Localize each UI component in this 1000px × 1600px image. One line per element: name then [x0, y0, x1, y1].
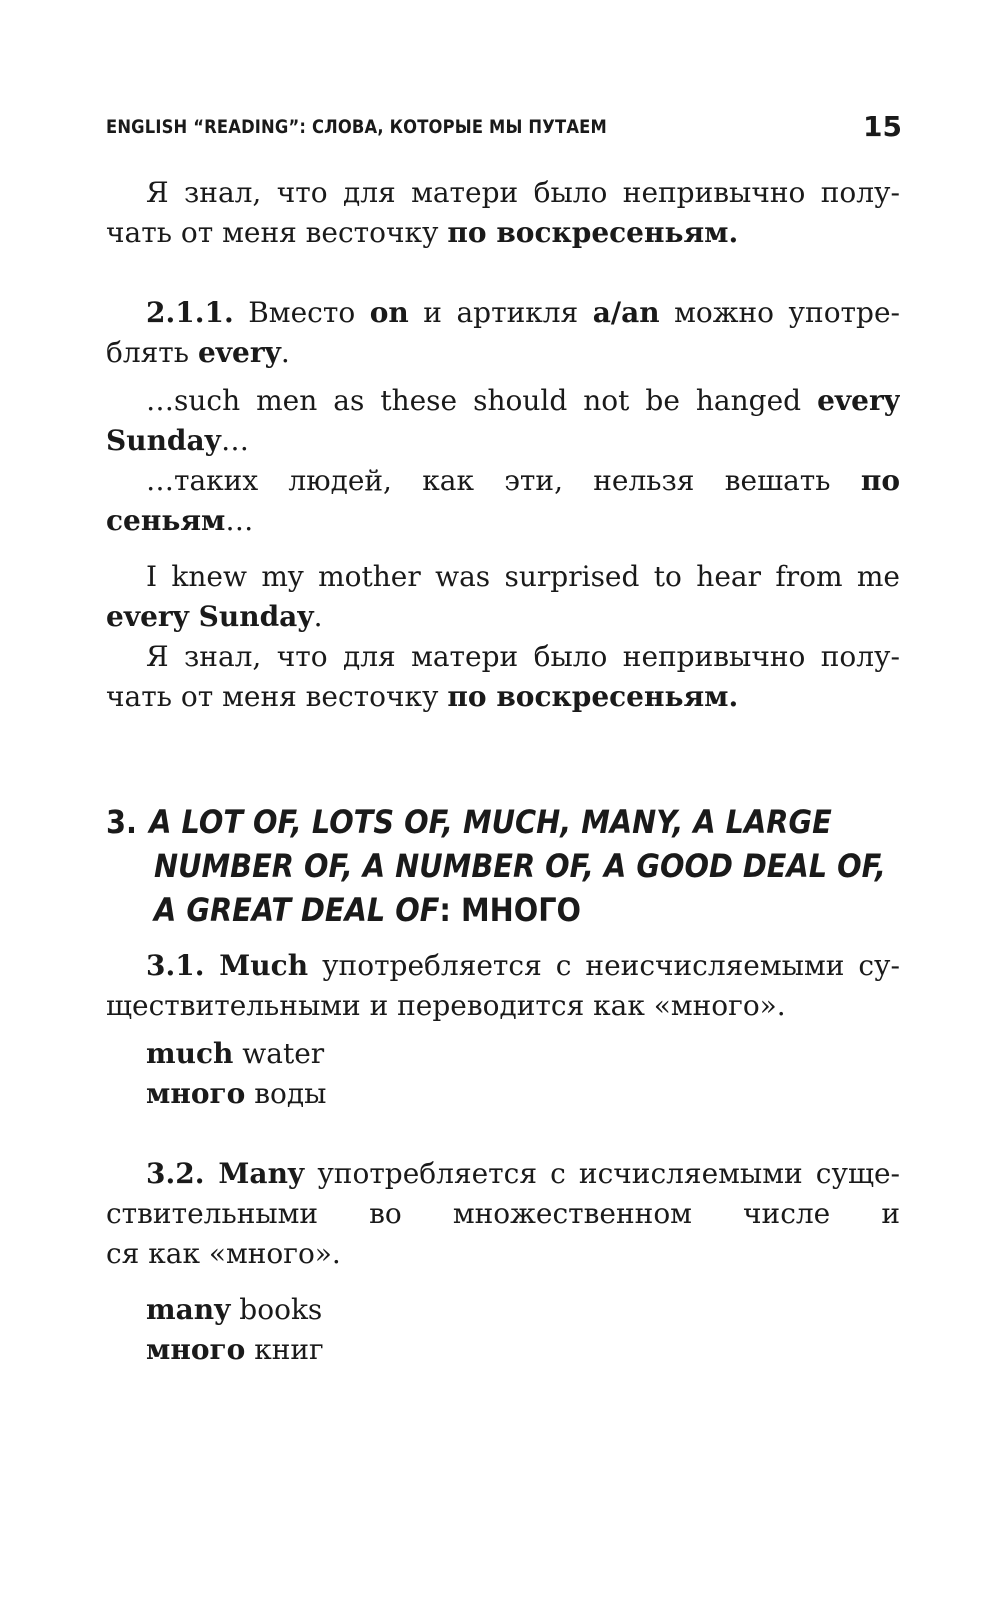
bold-text: сеньям: [106, 504, 226, 537]
bold-text: Many: [204, 1157, 305, 1190]
bold-text: по: [860, 464, 900, 497]
bold-text: every: [197, 336, 281, 369]
text: ствительными во множественном числе и: [106, 1197, 900, 1230]
text: ществительными и переводится как «много».: [106, 989, 786, 1022]
text: чать от меня весточку: [106, 680, 448, 713]
text: чать от меня весточку: [106, 216, 448, 249]
text: water: [233, 1037, 325, 1070]
paragraph-line: [106, 213, 900, 253]
example-english-line: [146, 381, 900, 421]
rule-3-1-line: [146, 946, 900, 986]
rule-3-2-line: [106, 1194, 900, 1234]
rule-3-2-line: [106, 1234, 900, 1274]
rule-number: 3.2.: [146, 1157, 205, 1190]
heading-text: A LOT OF, LOTS OF, MUCH, MANY, A LARGE: [149, 803, 832, 841]
text: I knew my mother was surprised to hear from me: [146, 560, 900, 593]
heading-text: NUMBER OF, A NUMBER OF, A GOOD DEAL OF,: [154, 847, 886, 885]
text: можно употре-: [659, 296, 900, 329]
text: .: [280, 336, 290, 369]
rule-2-1-1-line: [146, 293, 900, 333]
rule-3-1-line: [106, 986, 900, 1026]
text: .: [313, 600, 323, 633]
example-russian-line: [106, 501, 900, 541]
rule-number: 2.1.1.: [146, 296, 234, 329]
text: блять: [106, 336, 198, 369]
bold-text: много: [146, 1077, 246, 1110]
bold-text: a/an: [592, 296, 660, 329]
text: употребляется с исчисляемыми суще-: [304, 1157, 900, 1190]
example-english-line: [106, 421, 900, 461]
example-russian-line: [146, 637, 900, 677]
bold-text: Much: [204, 949, 309, 982]
text: …: [225, 504, 254, 537]
page-number: 15: [863, 110, 902, 143]
bold-text: по воскресеньям.: [447, 680, 739, 713]
example-russian-line: [146, 1330, 900, 1370]
bold-text: much: [146, 1037, 234, 1070]
paragraph-line: [146, 173, 900, 213]
running-title: ENGLISH “READING”: СЛОВА, КОТОРЫЕ МЫ ПУТАЕМ: [106, 116, 607, 138]
bold-text: много: [146, 1333, 246, 1366]
heading-text: : МНОГО: [439, 891, 582, 929]
bold-text: on: [369, 296, 409, 329]
section-heading: [154, 888, 581, 932]
example-english-line: [146, 1034, 900, 1074]
section-heading: [154, 844, 886, 888]
text: употребляется с неисчисляемыми су-: [308, 949, 900, 982]
example-russian-line: [146, 461, 900, 501]
text: Я знал, что для матери было непривычно полу-: [146, 176, 900, 209]
text: книг: [245, 1333, 324, 1366]
text: …: [220, 424, 249, 457]
text: ся как «много».: [106, 1237, 341, 1270]
rule-3-2-line: [146, 1154, 900, 1194]
text: books: [230, 1293, 323, 1326]
bold-text: Sunday: [106, 424, 221, 457]
heading-text: A GREAT DEAL OF: [154, 891, 440, 929]
rule-number: 3.1.: [146, 949, 205, 982]
text: Я знал, что для матери было непривычно полу-: [146, 640, 900, 673]
text: …таких людей, как эти, нельзя вешать: [146, 464, 861, 497]
bold-text: every Sunday: [106, 600, 314, 633]
text: и артикля: [408, 296, 593, 329]
example-english-line: [106, 597, 900, 637]
text: Вместо: [233, 296, 370, 329]
example-english-line: [146, 1290, 900, 1330]
section-number: 3.: [106, 803, 137, 841]
bold-text: many: [146, 1293, 231, 1326]
bold-text: по воскресеньям.: [447, 216, 739, 249]
example-english-line: [146, 557, 900, 597]
example-russian-line: [106, 677, 900, 717]
section-heading: [106, 800, 832, 844]
rule-2-1-1-line: [106, 333, 900, 373]
bold-text: every: [817, 384, 900, 417]
example-russian-line: [146, 1074, 900, 1114]
text: …such men as these should not be hanged: [146, 384, 818, 417]
text: воды: [245, 1077, 327, 1110]
